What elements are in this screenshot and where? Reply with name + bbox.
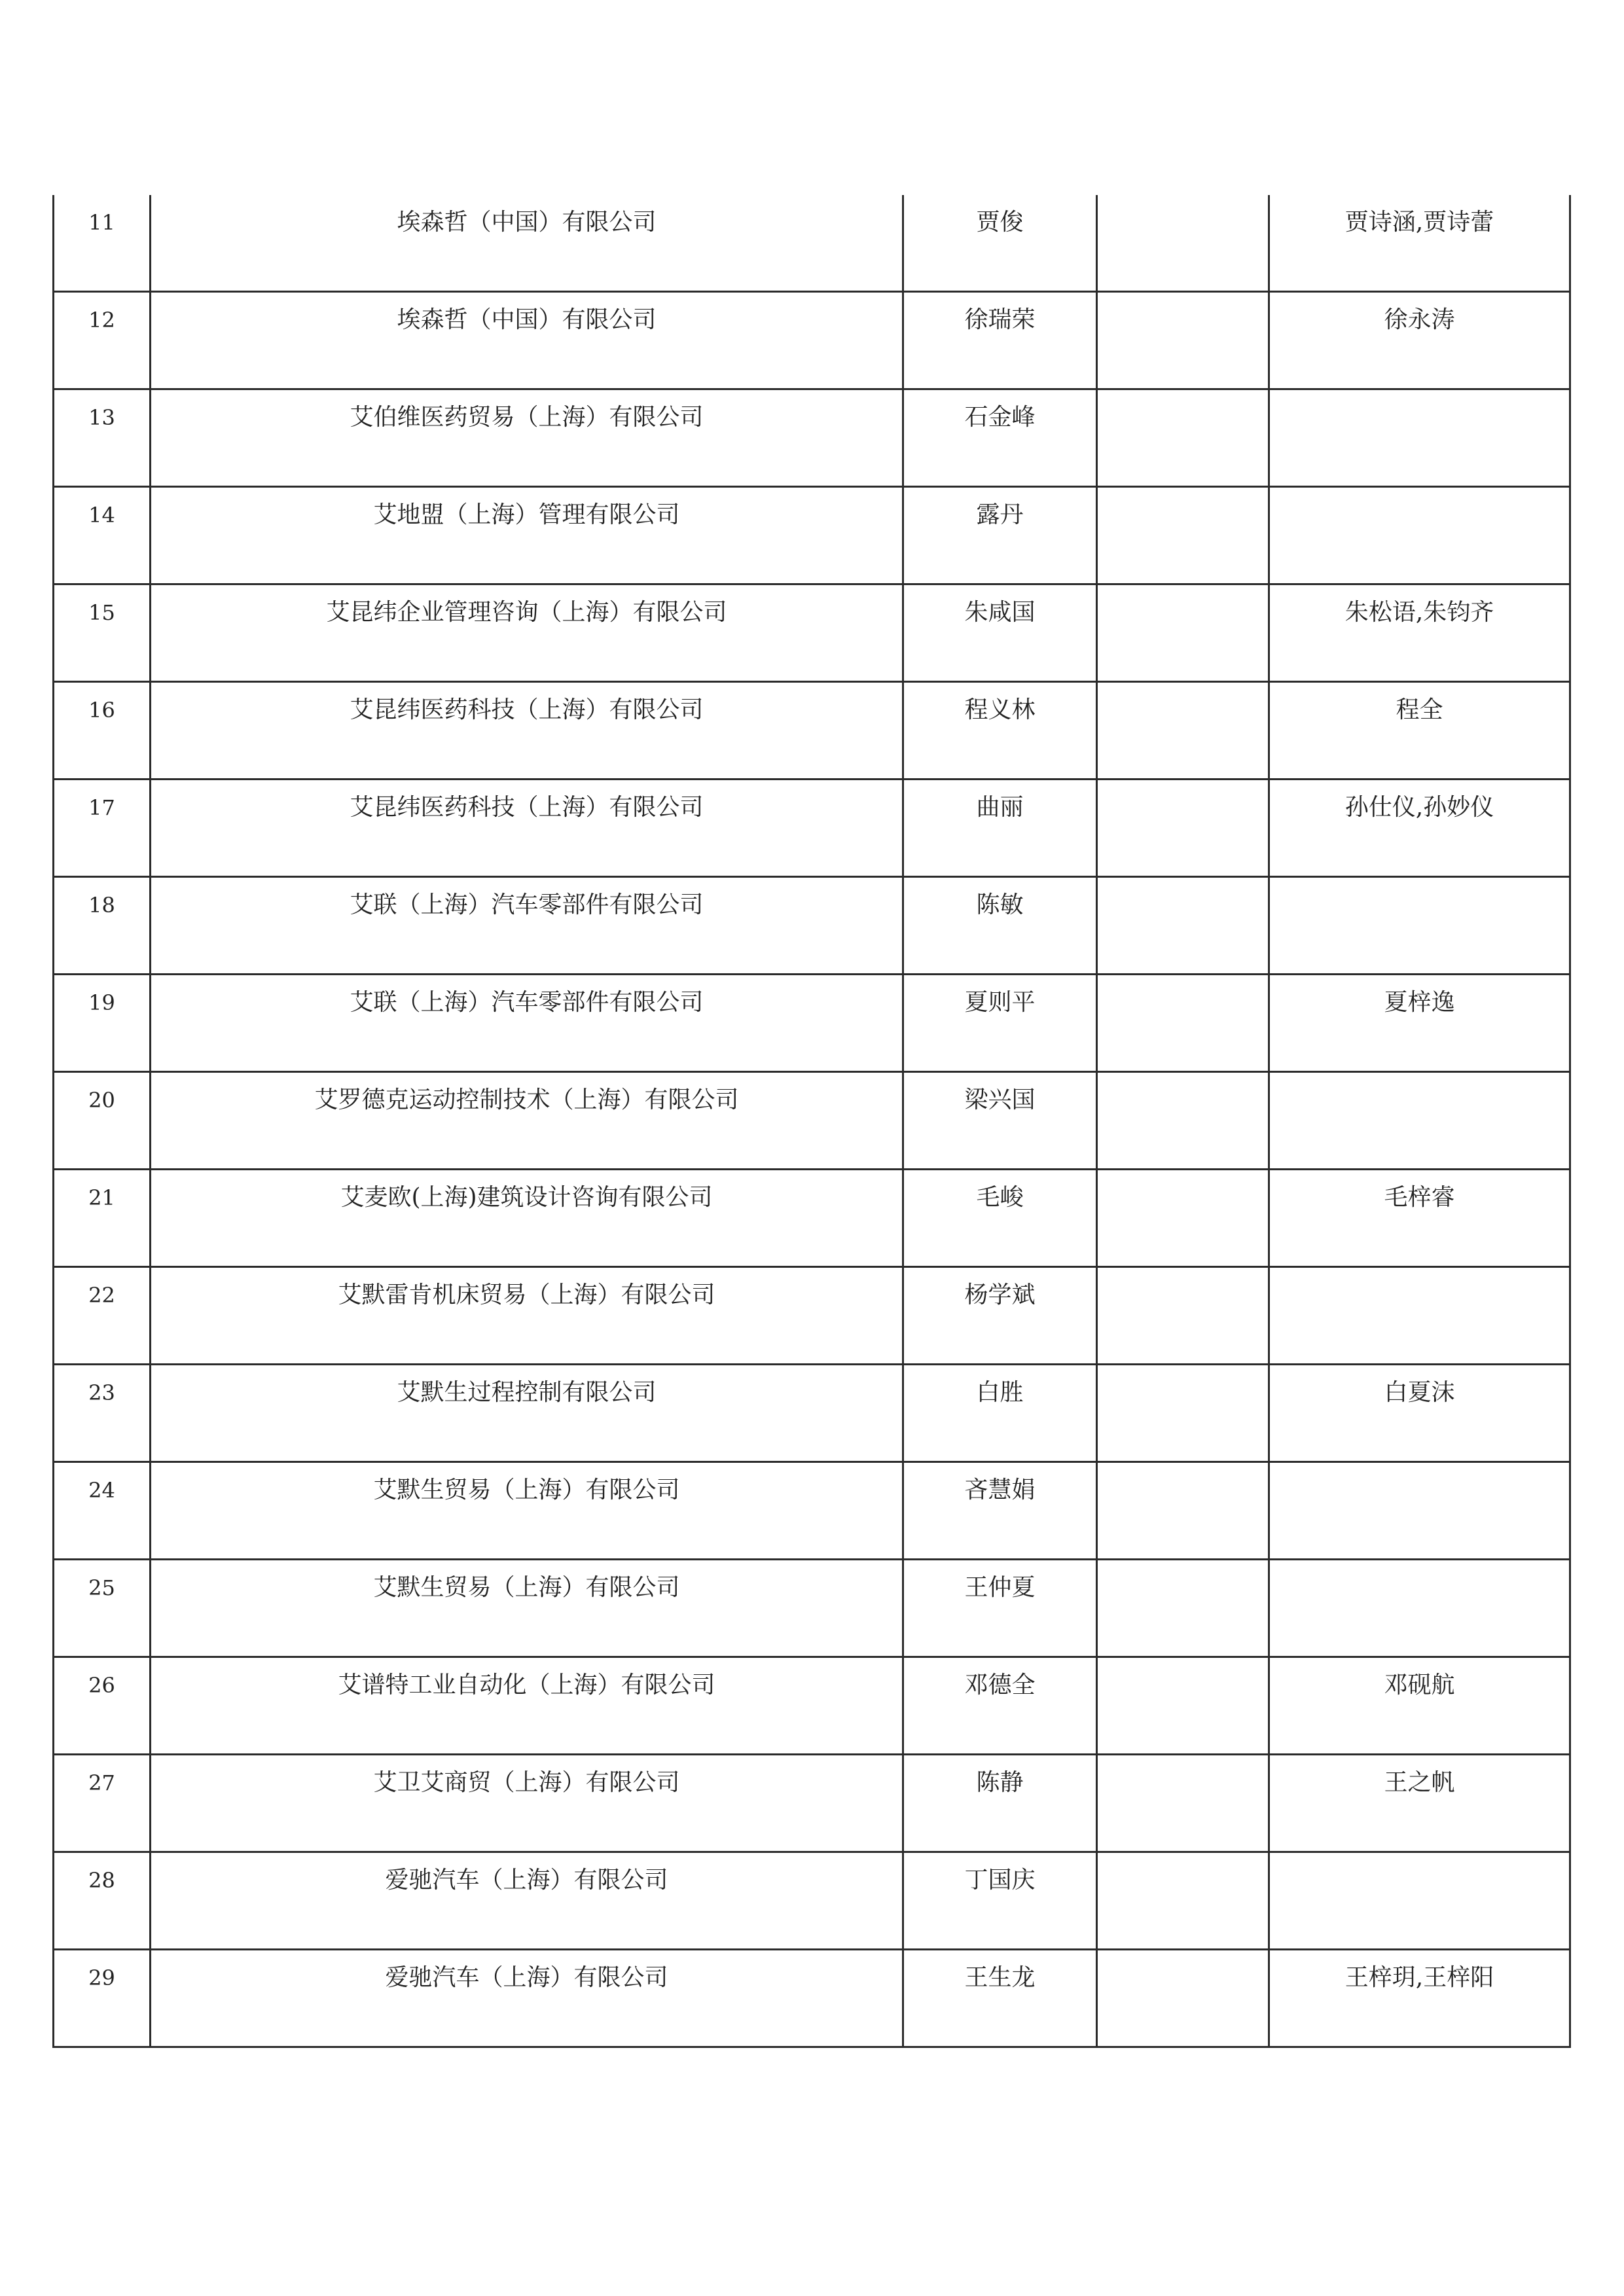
employee-name-cell: 石金峰 bbox=[903, 389, 1097, 487]
table-row bbox=[54, 1657, 1570, 1755]
employee-name-cell: 曲丽 bbox=[903, 780, 1097, 877]
company-cell: 艾昆纬医药科技（上海）有限公司 bbox=[151, 780, 903, 877]
company-cell: 艾谱特工业自动化（上海）有限公司 bbox=[151, 1657, 903, 1755]
table-row bbox=[54, 1755, 1570, 1852]
employee-name-cell: 夏则平 bbox=[903, 975, 1097, 1072]
employee-name-cell: 吝慧娟 bbox=[903, 1462, 1097, 1560]
children-names-cell: 王梓玥,王梓阳 bbox=[1269, 1950, 1570, 2047]
table-row bbox=[54, 292, 1570, 389]
table-row bbox=[54, 1950, 1570, 2047]
employee-name-cell: 邓德全 bbox=[903, 1657, 1097, 1755]
employee-name-cell: 陈敏 bbox=[903, 877, 1097, 975]
row-number-cell: 17 bbox=[54, 780, 151, 877]
employee-name-cell: 王仲夏 bbox=[903, 1560, 1097, 1657]
blank-cell bbox=[1097, 487, 1269, 584]
row-number-cell: 14 bbox=[54, 487, 151, 584]
blank-cell bbox=[1097, 1950, 1269, 2047]
table-row bbox=[54, 389, 1570, 487]
company-cell: 艾默生过程控制有限公司 bbox=[151, 1365, 903, 1462]
children-names-cell bbox=[1269, 1560, 1570, 1657]
table-row bbox=[54, 682, 1570, 780]
company-cell: 艾地盟（上海）管理有限公司 bbox=[151, 487, 903, 584]
children-names-cell: 孙仕仪,孙妙仪 bbox=[1269, 780, 1570, 877]
employee-name-cell: 王生龙 bbox=[903, 1950, 1097, 2047]
employee-name-cell: 毛峻 bbox=[903, 1170, 1097, 1267]
employee-name-cell: 白胜 bbox=[903, 1365, 1097, 1462]
blank-cell bbox=[1097, 584, 1269, 682]
blank-cell bbox=[1097, 1072, 1269, 1170]
employee-name-cell: 朱咸国 bbox=[903, 584, 1097, 682]
employee-name-cell: 陈静 bbox=[903, 1755, 1097, 1852]
row-number-cell: 20 bbox=[54, 1072, 151, 1170]
row-number-cell: 12 bbox=[54, 292, 151, 389]
row-number-cell: 15 bbox=[54, 584, 151, 682]
children-names-cell: 王之帆 bbox=[1269, 1755, 1570, 1852]
company-cell: 艾伯维医药贸易（上海）有限公司 bbox=[151, 389, 903, 487]
row-number-cell: 26 bbox=[54, 1657, 151, 1755]
row-number-cell: 23 bbox=[54, 1365, 151, 1462]
company-cell: 艾默雷肯机床贸易（上海）有限公司 bbox=[151, 1267, 903, 1365]
company-cell: 艾联（上海）汽车零部件有限公司 bbox=[151, 975, 903, 1072]
row-number-cell: 16 bbox=[54, 682, 151, 780]
row-number-cell: 25 bbox=[54, 1560, 151, 1657]
roster-table-body bbox=[54, 195, 1570, 2047]
children-names-cell bbox=[1269, 389, 1570, 487]
employee-name-cell: 贾俊 bbox=[903, 195, 1097, 292]
children-names-cell bbox=[1269, 1072, 1570, 1170]
children-names-cell: 白夏沫 bbox=[1269, 1365, 1570, 1462]
blank-cell bbox=[1097, 1657, 1269, 1755]
table-row bbox=[54, 780, 1570, 877]
company-cell: 艾昆纬企业管理咨询（上海）有限公司 bbox=[151, 584, 903, 682]
table-row bbox=[54, 1560, 1570, 1657]
children-names-cell: 贾诗涵,贾诗蕾 bbox=[1269, 195, 1570, 292]
children-names-cell: 朱松语,朱钧齐 bbox=[1269, 584, 1570, 682]
row-number-cell: 21 bbox=[54, 1170, 151, 1267]
employee-name-cell: 徐瑞荣 bbox=[903, 292, 1097, 389]
blank-cell bbox=[1097, 1755, 1269, 1852]
row-number-cell: 22 bbox=[54, 1267, 151, 1365]
row-number-cell: 24 bbox=[54, 1462, 151, 1560]
children-names-cell: 程全 bbox=[1269, 682, 1570, 780]
children-names-cell: 夏梓逸 bbox=[1269, 975, 1570, 1072]
blank-cell bbox=[1097, 877, 1269, 975]
table-row bbox=[54, 1170, 1570, 1267]
company-cell: 艾卫艾商贸（上海）有限公司 bbox=[151, 1755, 903, 1852]
blank-cell bbox=[1097, 1852, 1269, 1950]
company-cell: 埃森哲（中国）有限公司 bbox=[151, 195, 903, 292]
blank-cell bbox=[1097, 975, 1269, 1072]
children-names-cell bbox=[1269, 487, 1570, 584]
company-cell: 艾联（上海）汽车零部件有限公司 bbox=[151, 877, 903, 975]
table-row bbox=[54, 1365, 1570, 1462]
company-cell: 埃森哲（中国）有限公司 bbox=[151, 292, 903, 389]
table-row bbox=[54, 195, 1570, 292]
row-number-cell: 11 bbox=[54, 195, 151, 292]
table-row bbox=[54, 1852, 1570, 1950]
company-cell: 爱驰汽车（上海）有限公司 bbox=[151, 1852, 903, 1950]
employee-name-cell: 露丹 bbox=[903, 487, 1097, 584]
row-number-cell: 19 bbox=[54, 975, 151, 1072]
company-cell: 爱驰汽车（上海）有限公司 bbox=[151, 1950, 903, 2047]
table-row bbox=[54, 1072, 1570, 1170]
blank-cell bbox=[1097, 1170, 1269, 1267]
blank-cell bbox=[1097, 292, 1269, 389]
row-number-cell: 28 bbox=[54, 1852, 151, 1950]
table-row bbox=[54, 487, 1570, 584]
children-names-cell bbox=[1269, 877, 1570, 975]
children-names-cell: 徐永涛 bbox=[1269, 292, 1570, 389]
row-number-cell: 13 bbox=[54, 389, 151, 487]
blank-cell bbox=[1097, 682, 1269, 780]
children-names-cell: 毛梓睿 bbox=[1269, 1170, 1570, 1267]
company-cell: 艾罗德克运动控制技术（上海）有限公司 bbox=[151, 1072, 903, 1170]
children-names-cell bbox=[1269, 1267, 1570, 1365]
blank-cell bbox=[1097, 195, 1269, 292]
company-cell: 艾默生贸易（上海）有限公司 bbox=[151, 1560, 903, 1657]
employee-name-cell: 杨学斌 bbox=[903, 1267, 1097, 1365]
children-names-cell bbox=[1269, 1462, 1570, 1560]
row-number-cell: 29 bbox=[54, 1950, 151, 2047]
table-row bbox=[54, 1267, 1570, 1365]
table-row bbox=[54, 584, 1570, 682]
employee-name-cell: 梁兴国 bbox=[903, 1072, 1097, 1170]
company-cell: 艾默生贸易（上海）有限公司 bbox=[151, 1462, 903, 1560]
employee-name-cell: 程义林 bbox=[903, 682, 1097, 780]
row-number-cell: 27 bbox=[54, 1755, 151, 1852]
blank-cell bbox=[1097, 1267, 1269, 1365]
blank-cell bbox=[1097, 389, 1269, 487]
row-number-cell: 18 bbox=[54, 877, 151, 975]
company-cell: 艾麦欧(上海)建筑设计咨询有限公司 bbox=[151, 1170, 903, 1267]
company-cell: 艾昆纬医药科技（上海）有限公司 bbox=[151, 682, 903, 780]
blank-cell bbox=[1097, 1560, 1269, 1657]
table-row bbox=[54, 975, 1570, 1072]
employee-name-cell: 丁国庆 bbox=[903, 1852, 1097, 1950]
children-names-cell bbox=[1269, 1852, 1570, 1950]
blank-cell bbox=[1097, 780, 1269, 877]
blank-cell bbox=[1097, 1365, 1269, 1462]
blank-cell bbox=[1097, 1462, 1269, 1560]
table-row bbox=[54, 1462, 1570, 1560]
table-row bbox=[54, 877, 1570, 975]
roster-table bbox=[52, 195, 1571, 2048]
children-names-cell: 邓砚航 bbox=[1269, 1657, 1570, 1755]
